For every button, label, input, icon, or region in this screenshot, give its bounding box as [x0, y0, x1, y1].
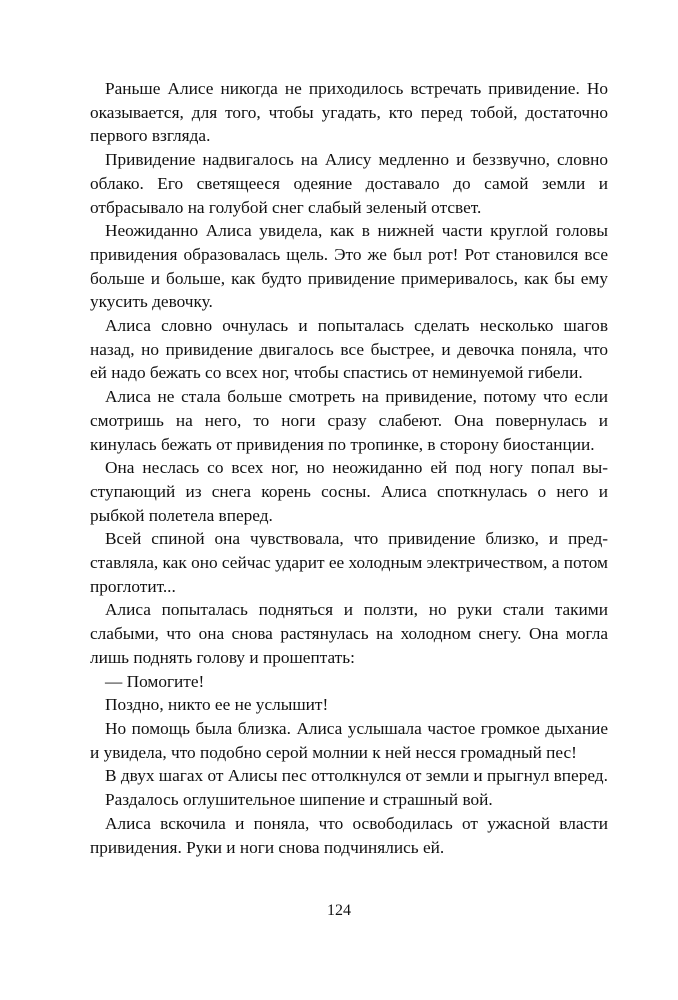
paragraph-14: Алиса вскочила и поняла, что освободилась от ужасной власти привидения. Руки и ноги снова подчинялись ей. [90, 813, 608, 857]
paragraph-5: Алиса не стала больше смотреть на привидение, потому что если смотришь на него, то ноги сразу слабеют. Она повернулась и кинулась бежать от привидения по тропинке, в сторону биостанции. [90, 387, 608, 454]
paragraph-13: Раздалось оглушительное шипение и страшный вой. [105, 790, 493, 810]
page-number: 124 [327, 902, 351, 919]
page-body [90, 77, 608, 859]
paragraph-2: Привидение надвигалось на Алису медленно и беззвучно, словно облако. Его светящееся одеяние доставало до самой земли и отбрасывало на голубой снег слабый зеленый отсвет. [90, 150, 608, 217]
paragraph-7: Всей спиной она чувствовала, что привидение близко, и представляла, как оно сейчас ударит ее холодным электричеством, а потом проглотит... [90, 529, 608, 596]
paragraph-10: Поздно, никто ее не услышит! [105, 695, 329, 715]
paragraph-11: Но помощь была близка. Алиса услышала частое громкое дыхание и увидела, что подобно серой молнии к ней несся громадный пес! [90, 718, 608, 762]
paragraph-6: Она неслась со всех ног, но неожиданно ей под ногу попал выступающий из снега корень сосны. Алиса споткнулась о него и рыбкой полетела вперед. [90, 458, 608, 525]
paragraph-3: Неожиданно Алиса увидела, как в нижней части круглой головы привидения образовалась щель. Это же был рот! Рот становился все больше и больше, как будто привидение примеривалось, как бы ему укусить девочку. [90, 221, 608, 312]
paragraph-9: — Помогите! [105, 671, 205, 691]
paragraph-8: Алиса попыталась подняться и ползти, но руки стали такими слабыми, что она снова растянулась на холодном снегу. Она могла лишь поднять голову и прошептать: [90, 600, 608, 667]
paragraph-4: Алиса словно очнулась и попыталась сделать несколько шагов назад, но привидение двигалось все быстрее, и девочка поняла, что ей надо бежать со всех ног, чтобы спастись от неминуемой гибели. [90, 316, 608, 383]
paragraph-12: В двух шагах от Алисы пес оттолкнулся от земли и прыгнул вперед. [105, 766, 608, 786]
paragraph-1: Раньше Алисе никогда не приходилось встречать привидение. Но оказывается, для того, чтобы угадать, кто перед тобой, достаточно первого взгляда. [90, 79, 608, 146]
